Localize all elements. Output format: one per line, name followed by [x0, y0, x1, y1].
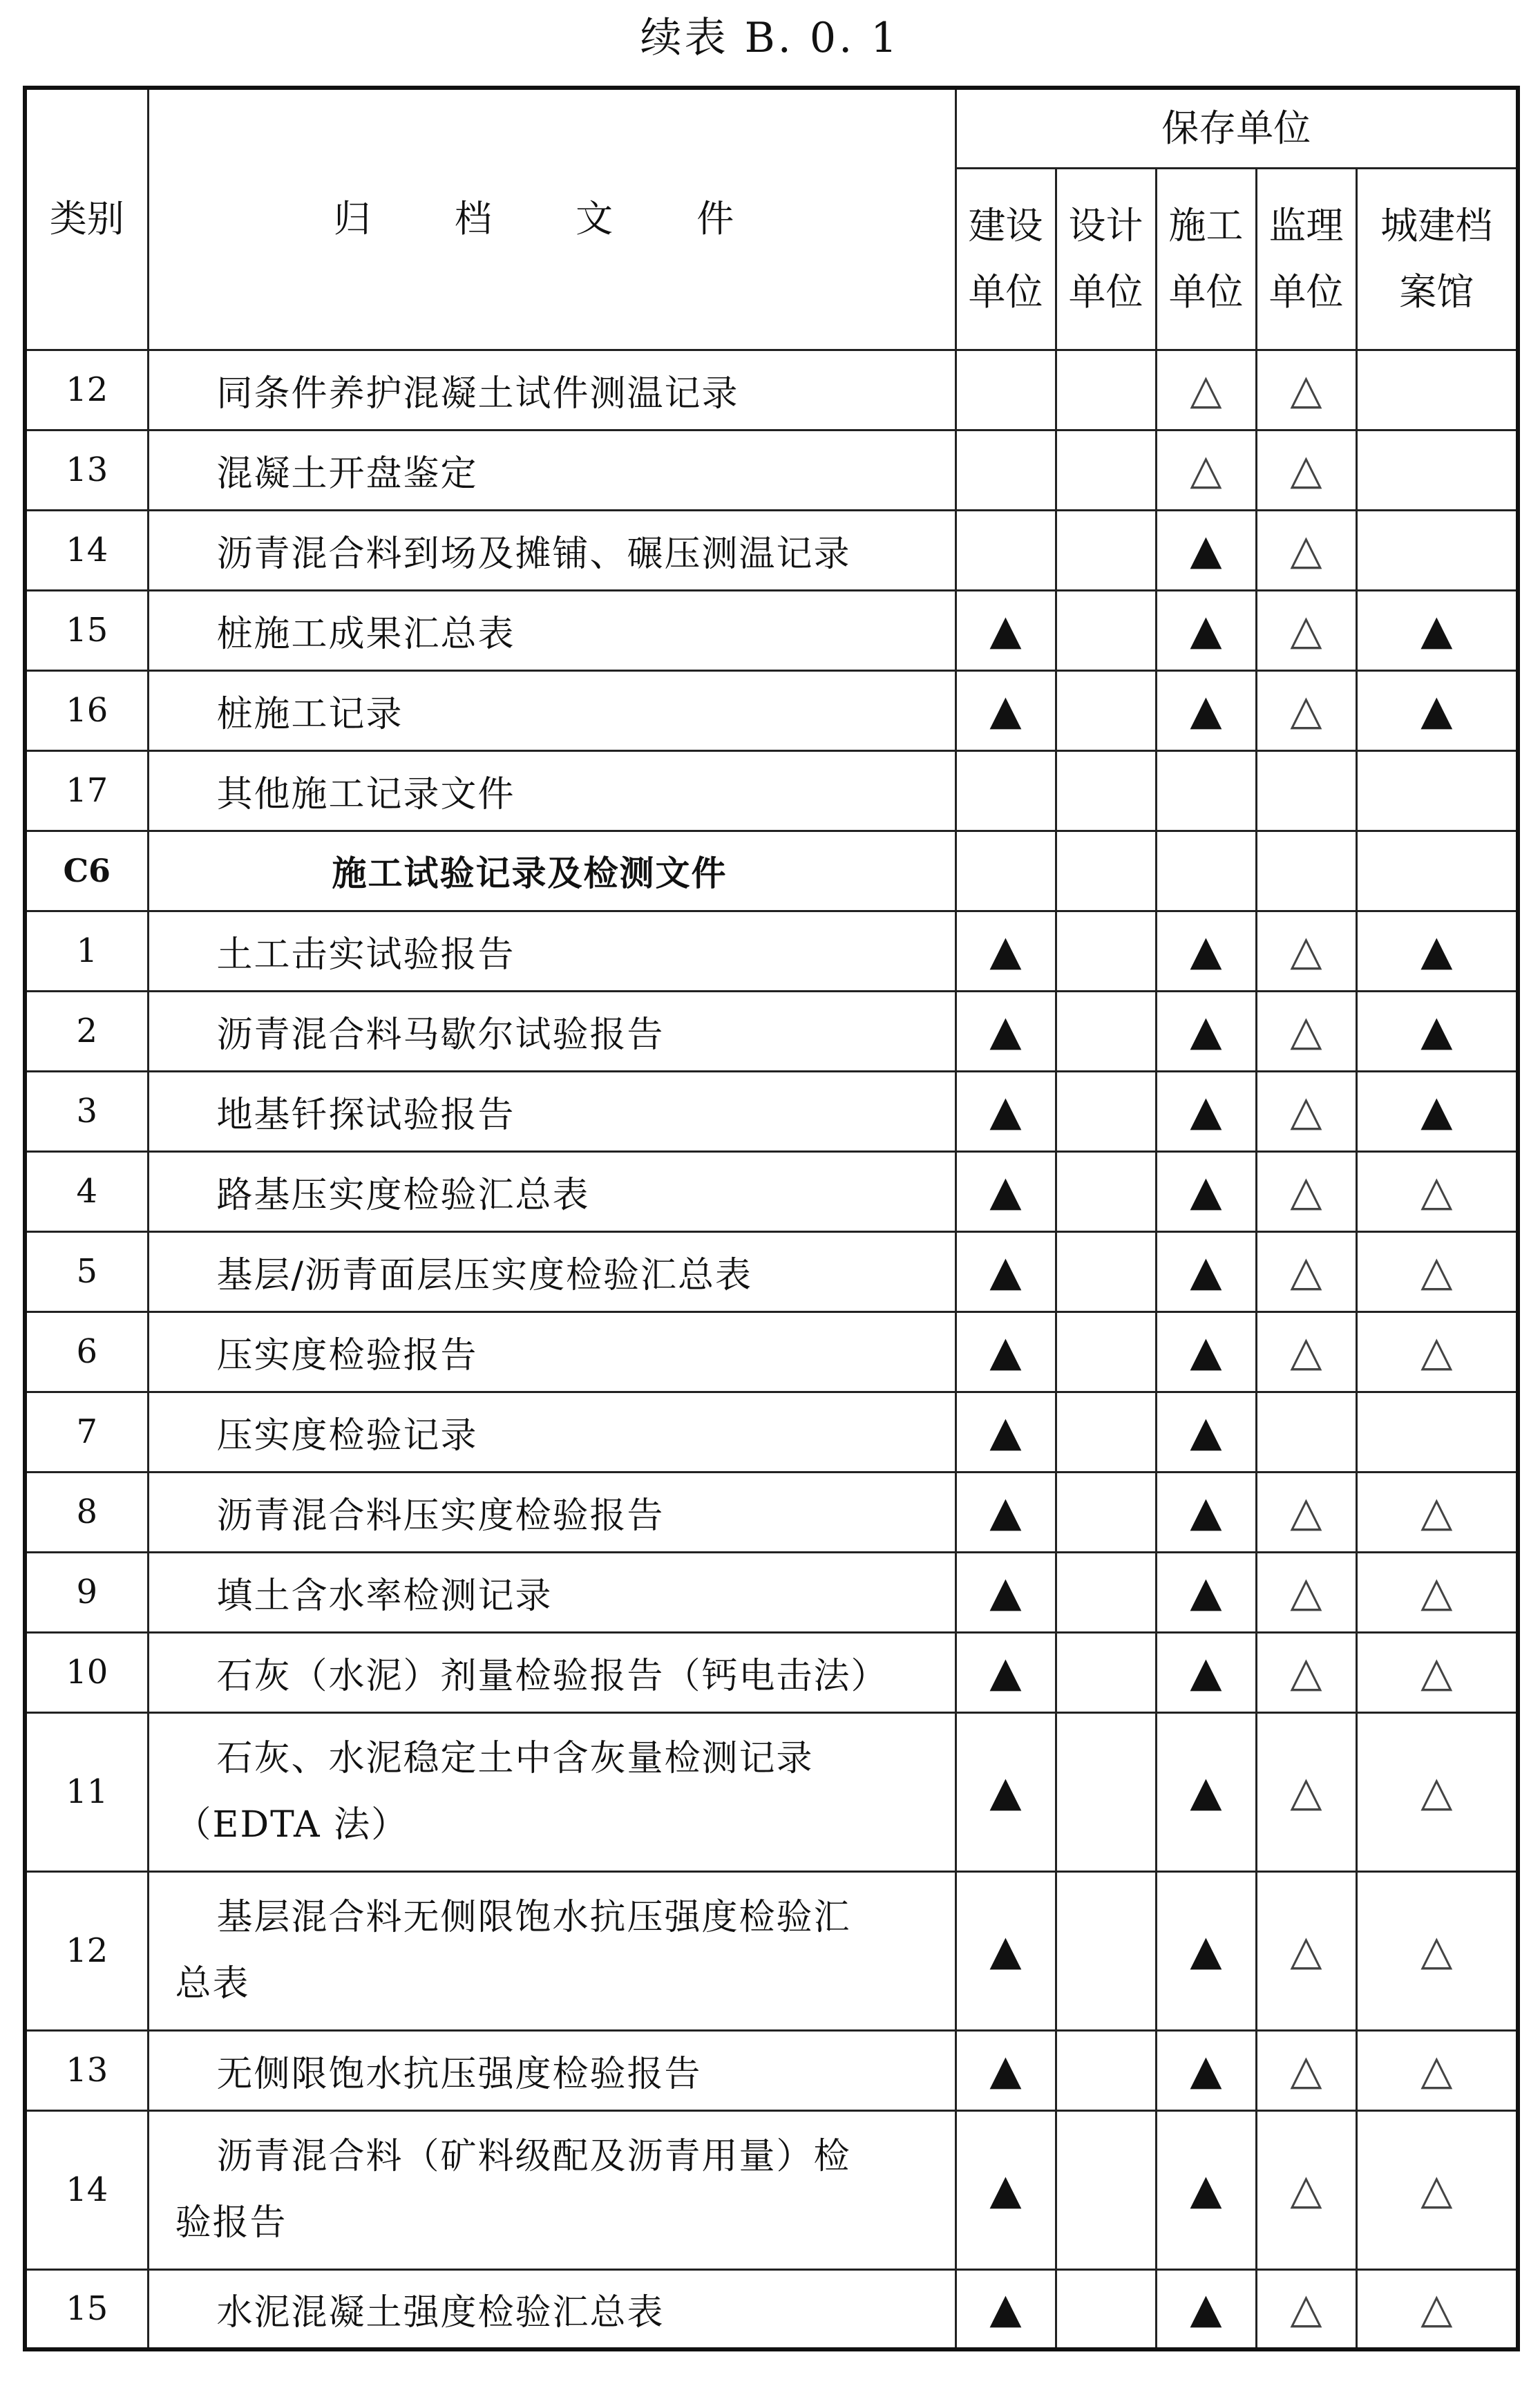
mark-cell-4 [1356, 350, 1518, 430]
mark-cell-4 [1356, 590, 1518, 670]
mark-cell-4 [1356, 2269, 1518, 2349]
filled-triangle-icon: ▲ [1420, 606, 1453, 654]
filled-triangle-icon: ▲ [989, 927, 1022, 975]
hollow-triangle-icon: △ [1290, 526, 1322, 574]
row-document: 桩施工成果汇总表 [148, 590, 956, 670]
mark-cell-3 [1256, 1472, 1356, 1552]
mark-cell-2 [1156, 1712, 1256, 1871]
row-category: 13 [25, 430, 148, 510]
row-document: 沥青混合料到场及摊铺、碾压测温记录 [148, 510, 956, 590]
row-document-line2: 总表 [175, 1963, 250, 2005]
row-document-line2: 验报告 [175, 2202, 287, 2244]
mark-cell-4 [1356, 1312, 1518, 1392]
filled-triangle-icon: ▲ [989, 2284, 1022, 2333]
row-category: 15 [25, 2269, 148, 2349]
hollow-triangle-icon: △ [1290, 446, 1322, 494]
mark-cell-3 [1256, 1392, 1356, 1472]
table-row [25, 1392, 1518, 1472]
mark-cell-1 [1056, 1231, 1156, 1312]
filled-triangle-icon: ▲ [989, 1007, 1022, 1055]
mark-cell-1 [1056, 510, 1156, 590]
mark-cell-3 [1256, 670, 1356, 750]
row-category: 6 [25, 1312, 148, 1392]
header-unit-line2: 单位 [968, 269, 1043, 314]
mark-cell-1 [1056, 350, 1156, 430]
hollow-triangle-icon: △ [1420, 2046, 1453, 2094]
filled-triangle-icon: ▲ [1190, 1408, 1222, 1456]
row-category: C6 [25, 831, 148, 911]
filled-triangle-icon: ▲ [1190, 1247, 1222, 1296]
row-document [148, 1712, 956, 1871]
mark-cell-2 [1156, 750, 1256, 831]
header-unit-3 [1256, 168, 1356, 350]
filled-triangle-icon: ▲ [1190, 1167, 1222, 1215]
filled-triangle-icon: ▲ [1420, 927, 1453, 975]
mark-cell-0 [956, 1151, 1056, 1231]
mark-cell-4 [1356, 1151, 1518, 1231]
mark-cell-4 [1356, 1231, 1518, 1312]
mark-cell-3 [1256, 2110, 1356, 2269]
table-row [25, 670, 1518, 750]
mark-cell-3 [1256, 1632, 1356, 1712]
filled-triangle-icon: ▲ [1190, 1568, 1222, 1616]
hollow-triangle-icon: △ [1290, 606, 1322, 654]
mark-cell-0 [956, 1632, 1056, 1712]
header-storage-group: 保存单位 [956, 88, 1518, 168]
mark-cell-3 [1256, 1151, 1356, 1231]
hollow-triangle-icon: △ [1290, 2166, 1322, 2214]
header-document-label: 归 档 文 件 [333, 197, 770, 241]
hollow-triangle-icon: △ [1290, 1087, 1322, 1135]
mark-cell-1 [1056, 2030, 1156, 2110]
mark-cell-0 [956, 1712, 1056, 1871]
table-row [25, 510, 1518, 590]
mark-cell-3 [1256, 350, 1356, 430]
filled-triangle-icon: ▲ [1190, 1327, 1222, 1376]
mark-cell-0 [956, 1472, 1056, 1552]
mark-cell-3 [1256, 590, 1356, 670]
mark-cell-0 [956, 1231, 1056, 1312]
mark-cell-2 [1156, 911, 1256, 991]
mark-cell-1 [1056, 1712, 1156, 1871]
row-document: 同条件养护混凝土试件测温记录 [148, 350, 956, 430]
hollow-triangle-icon: △ [1290, 1568, 1322, 1616]
mark-cell-0 [956, 1392, 1056, 1472]
row-category: 10 [25, 1632, 148, 1712]
mark-cell-3 [1256, 430, 1356, 510]
row-document: 压实度检验报告 [148, 1312, 956, 1392]
filled-triangle-icon: ▲ [989, 686, 1022, 735]
mark-cell-1 [1056, 1071, 1156, 1151]
mark-cell-3 [1256, 2269, 1356, 2349]
filled-triangle-icon: ▲ [1190, 526, 1222, 574]
filled-triangle-icon: ▲ [1190, 1007, 1222, 1055]
hollow-triangle-icon: △ [1290, 1007, 1322, 1055]
mark-cell-1 [1056, 831, 1156, 911]
mark-cell-4 [1356, 750, 1518, 831]
hollow-triangle-icon: △ [1420, 1648, 1453, 1696]
row-category: 8 [25, 1472, 148, 1552]
header-document [148, 88, 956, 350]
table-header [25, 88, 1518, 350]
hollow-triangle-icon: △ [1290, 366, 1322, 414]
hollow-triangle-icon: △ [1290, 686, 1322, 735]
mark-cell-3 [1256, 831, 1356, 911]
mark-cell-1 [1056, 1151, 1156, 1231]
table-row [25, 2110, 1518, 2269]
mark-cell-3 [1256, 750, 1356, 831]
row-category: 17 [25, 750, 148, 831]
hollow-triangle-icon: △ [1420, 2166, 1453, 2214]
filled-triangle-icon: ▲ [989, 1167, 1022, 1215]
row-category: 2 [25, 991, 148, 1071]
mark-cell-3 [1256, 510, 1356, 590]
filled-triangle-icon: ▲ [989, 1648, 1022, 1696]
filled-triangle-icon: ▲ [989, 2046, 1022, 2094]
row-document: 地基钎探试验报告 [148, 1071, 956, 1151]
filled-triangle-icon: ▲ [1420, 1007, 1453, 1055]
table-row [25, 590, 1518, 670]
mark-cell-0 [956, 1312, 1056, 1392]
mark-cell-4 [1356, 991, 1518, 1071]
hollow-triangle-icon: △ [1420, 1568, 1453, 1616]
filled-triangle-icon: ▲ [1420, 1087, 1453, 1135]
filled-triangle-icon: ▲ [1190, 1648, 1222, 1696]
table-row [25, 1231, 1518, 1312]
hollow-triangle-icon: △ [1420, 1768, 1453, 1816]
mark-cell-0 [956, 1871, 1056, 2030]
row-document: 填土含水率检测记录 [148, 1552, 956, 1632]
mark-cell-2 [1156, 2030, 1256, 2110]
row-document-line1: 沥青混合料（矿料级配及沥青用量）检 [216, 2136, 851, 2177]
mark-cell-3 [1256, 1231, 1356, 1312]
mark-cell-0 [956, 1071, 1056, 1151]
table-row [25, 1552, 1518, 1632]
hollow-triangle-icon: △ [1290, 1167, 1322, 1215]
row-document [148, 2110, 956, 2269]
header-unit-line1: 监理 [1268, 203, 1344, 247]
header-category: 类别 [25, 88, 148, 350]
row-category: 1 [25, 911, 148, 991]
filled-triangle-icon: ▲ [1190, 1087, 1222, 1135]
filled-triangle-icon: ▲ [1190, 606, 1222, 654]
row-category: 5 [25, 1231, 148, 1312]
hollow-triangle-icon: △ [1290, 1648, 1322, 1696]
mark-cell-2 [1156, 1071, 1256, 1151]
mark-cell-1 [1056, 1552, 1156, 1632]
header-unit-line2: 单位 [1068, 269, 1143, 314]
mark-cell-4 [1356, 510, 1518, 590]
table-row [25, 991, 1518, 1071]
row-category: 14 [25, 510, 148, 590]
hollow-triangle-icon: △ [1420, 1167, 1453, 1215]
mark-cell-0 [956, 670, 1056, 750]
hollow-triangle-icon: △ [1290, 1247, 1322, 1296]
mark-cell-4 [1356, 1712, 1518, 1871]
filled-triangle-icon: ▲ [989, 1327, 1022, 1376]
mark-cell-0 [956, 350, 1056, 430]
mark-cell-0 [956, 2269, 1056, 2349]
row-document: 水泥混凝土强度检验汇总表 [148, 2269, 956, 2349]
row-document: 石灰（水泥）剂量检验报告（钙电击法） [148, 1632, 956, 1712]
mark-cell-4 [1356, 2030, 1518, 2110]
mark-cell-2 [1156, 1871, 1256, 2030]
mark-cell-0 [956, 1552, 1056, 1632]
mark-cell-0 [956, 911, 1056, 991]
header-unit-1 [1056, 168, 1156, 350]
mark-cell-1 [1056, 1871, 1156, 2030]
table-body [25, 350, 1518, 2349]
mark-cell-2 [1156, 1472, 1256, 1552]
header-unit-line2: 单位 [1168, 269, 1244, 314]
header-unit-line2: 案馆 [1399, 269, 1474, 314]
hollow-triangle-icon: △ [1290, 1926, 1322, 1975]
mark-cell-4 [1356, 1632, 1518, 1712]
mark-cell-2 [1156, 2110, 1256, 2269]
mark-cell-2 [1156, 510, 1256, 590]
row-document-line2: （EDTA 法） [175, 1804, 409, 1846]
row-document: 无侧限饱水抗压强度检验报告 [148, 2030, 956, 2110]
hollow-triangle-icon: △ [1190, 446, 1222, 494]
row-category: 14 [25, 2110, 148, 2269]
hollow-triangle-icon: △ [1290, 927, 1322, 975]
row-category: 16 [25, 670, 148, 750]
row-category: 4 [25, 1151, 148, 1231]
table-row [25, 1712, 1518, 1871]
mark-cell-2 [1156, 350, 1256, 430]
mark-cell-2 [1156, 1632, 1256, 1712]
mark-cell-4 [1356, 1392, 1518, 1472]
filled-triangle-icon: ▲ [989, 1768, 1022, 1816]
filled-triangle-icon: ▲ [989, 1408, 1022, 1456]
mark-cell-3 [1256, 1712, 1356, 1871]
table-row [25, 831, 1518, 911]
mark-cell-2 [1156, 1392, 1256, 1472]
mark-cell-4 [1356, 670, 1518, 750]
hollow-triangle-icon: △ [1290, 2284, 1322, 2333]
mark-cell-2 [1156, 670, 1256, 750]
row-document [148, 1871, 956, 2030]
mark-cell-4 [1356, 1871, 1518, 2030]
header-unit-line1: 施工 [1168, 203, 1244, 247]
filled-triangle-icon: ▲ [989, 1926, 1022, 1975]
mark-cell-4 [1356, 911, 1518, 991]
row-document: 桩施工记录 [148, 670, 956, 750]
mark-cell-1 [1056, 1392, 1156, 1472]
mark-cell-3 [1256, 1071, 1356, 1151]
header-unit-line1: 建设 [968, 203, 1043, 247]
mark-cell-4 [1356, 430, 1518, 510]
mark-cell-0 [956, 750, 1056, 831]
mark-cell-1 [1056, 670, 1156, 750]
filled-triangle-icon: ▲ [1190, 927, 1222, 975]
filled-triangle-icon: ▲ [989, 1247, 1022, 1296]
row-document-line1: 石灰、水泥稳定土中含灰量检测记录 [216, 1738, 814, 1779]
hollow-triangle-icon: △ [1190, 366, 1222, 414]
mark-cell-0 [956, 510, 1056, 590]
mark-cell-0 [956, 430, 1056, 510]
mark-cell-1 [1056, 430, 1156, 510]
mark-cell-4 [1356, 1071, 1518, 1151]
header-unit-2 [1156, 168, 1256, 350]
table-row [25, 350, 1518, 430]
filled-triangle-icon: ▲ [1190, 2046, 1222, 2094]
table-row [25, 1312, 1518, 1392]
mark-cell-0 [956, 590, 1056, 670]
filled-triangle-icon: ▲ [989, 2166, 1022, 2214]
mark-cell-0 [956, 991, 1056, 1071]
table-row [25, 430, 1518, 510]
mark-cell-2 [1156, 1552, 1256, 1632]
hollow-triangle-icon: △ [1290, 1488, 1322, 1536]
row-document: 土工击实试验报告 [148, 911, 956, 991]
row-category: 13 [25, 2030, 148, 2110]
filled-triangle-icon: ▲ [1420, 686, 1453, 735]
mark-cell-4 [1356, 1552, 1518, 1632]
filled-triangle-icon: ▲ [989, 606, 1022, 654]
mark-cell-2 [1156, 1231, 1256, 1312]
mark-cell-2 [1156, 430, 1256, 510]
mark-cell-2 [1156, 1312, 1256, 1392]
table-caption: 续表 B. 0. 1 [640, 14, 900, 62]
mark-cell-3 [1256, 911, 1356, 991]
filled-triangle-icon: ▲ [1190, 2166, 1222, 2214]
mark-cell-4 [1356, 2110, 1518, 2269]
mark-cell-1 [1056, 750, 1156, 831]
row-document: 沥青混合料马歇尔试验报告 [148, 991, 956, 1071]
mark-cell-0 [956, 2030, 1056, 2110]
table-row [25, 2030, 1518, 2110]
row-category: 11 [25, 1712, 148, 1871]
hollow-triangle-icon: △ [1420, 1327, 1453, 1376]
header-unit-4 [1356, 168, 1518, 350]
row-document: 基层/沥青面层压实度检验汇总表 [148, 1231, 956, 1312]
header-unit-line1: 设计 [1068, 203, 1143, 247]
mark-cell-1 [1056, 911, 1156, 991]
filled-triangle-icon: ▲ [1190, 686, 1222, 735]
filled-triangle-icon: ▲ [989, 1087, 1022, 1135]
mark-cell-4 [1356, 1472, 1518, 1552]
mark-cell-2 [1156, 991, 1256, 1071]
table-row [25, 750, 1518, 831]
filled-triangle-icon: ▲ [1190, 1768, 1222, 1816]
mark-cell-4 [1356, 831, 1518, 911]
hollow-triangle-icon: △ [1290, 1768, 1322, 1816]
mark-cell-3 [1256, 1871, 1356, 2030]
mark-cell-1 [1056, 2110, 1156, 2269]
hollow-triangle-icon: △ [1420, 2284, 1453, 2333]
archive-table [23, 86, 1520, 2351]
table-row [25, 2269, 1518, 2349]
mark-cell-1 [1056, 590, 1156, 670]
row-document: 压实度检验记录 [148, 1392, 956, 1472]
mark-cell-0 [956, 2110, 1056, 2269]
table-row [25, 1632, 1518, 1712]
table-row [25, 1151, 1518, 1231]
mark-cell-3 [1256, 1552, 1356, 1632]
filled-triangle-icon: ▲ [1190, 1488, 1222, 1536]
row-document: 施工试验记录及检测文件 [148, 831, 956, 911]
header-unit-line1: 城建档 [1380, 203, 1493, 247]
mark-cell-1 [1056, 1312, 1156, 1392]
mark-cell-1 [1056, 2269, 1156, 2349]
filled-triangle-icon: ▲ [1190, 1926, 1222, 1975]
table-row [25, 1472, 1518, 1552]
table-row [25, 1871, 1518, 2030]
row-document: 混凝土开盘鉴定 [148, 430, 956, 510]
row-document: 路基压实度检验汇总表 [148, 1151, 956, 1231]
row-category: 15 [25, 590, 148, 670]
filled-triangle-icon: ▲ [989, 1488, 1022, 1536]
mark-cell-1 [1056, 991, 1156, 1071]
row-category: 3 [25, 1071, 148, 1151]
mark-cell-3 [1256, 1312, 1356, 1392]
mark-cell-2 [1156, 590, 1256, 670]
hollow-triangle-icon: △ [1290, 2046, 1322, 2094]
header-unit-0 [956, 168, 1056, 350]
mark-cell-2 [1156, 831, 1256, 911]
mark-cell-3 [1256, 991, 1356, 1071]
mark-cell-2 [1156, 1151, 1256, 1231]
hollow-triangle-icon: △ [1420, 1488, 1453, 1536]
hollow-triangle-icon: △ [1290, 1327, 1322, 1376]
hollow-triangle-icon: △ [1420, 1247, 1453, 1296]
row-category: 12 [25, 350, 148, 430]
row-document: 其他施工记录文件 [148, 750, 956, 831]
table-row [25, 911, 1518, 991]
row-document-line1: 基层混合料无侧限饱水抗压强度检验汇 [216, 1897, 851, 1938]
mark-cell-0 [956, 831, 1056, 911]
row-category: 12 [25, 1871, 148, 2030]
row-category: 9 [25, 1552, 148, 1632]
hollow-triangle-icon: △ [1420, 1926, 1453, 1975]
row-document: 沥青混合料压实度检验报告 [148, 1472, 956, 1552]
header-unit-line2: 单位 [1268, 269, 1344, 314]
row-category: 7 [25, 1392, 148, 1472]
filled-triangle-icon: ▲ [989, 1568, 1022, 1616]
mark-cell-1 [1056, 1632, 1156, 1712]
filled-triangle-icon: ▲ [1190, 2284, 1222, 2333]
mark-cell-2 [1156, 2269, 1256, 2349]
mark-cell-1 [1056, 1472, 1156, 1552]
mark-cell-3 [1256, 2030, 1356, 2110]
table-row [25, 1071, 1518, 1151]
